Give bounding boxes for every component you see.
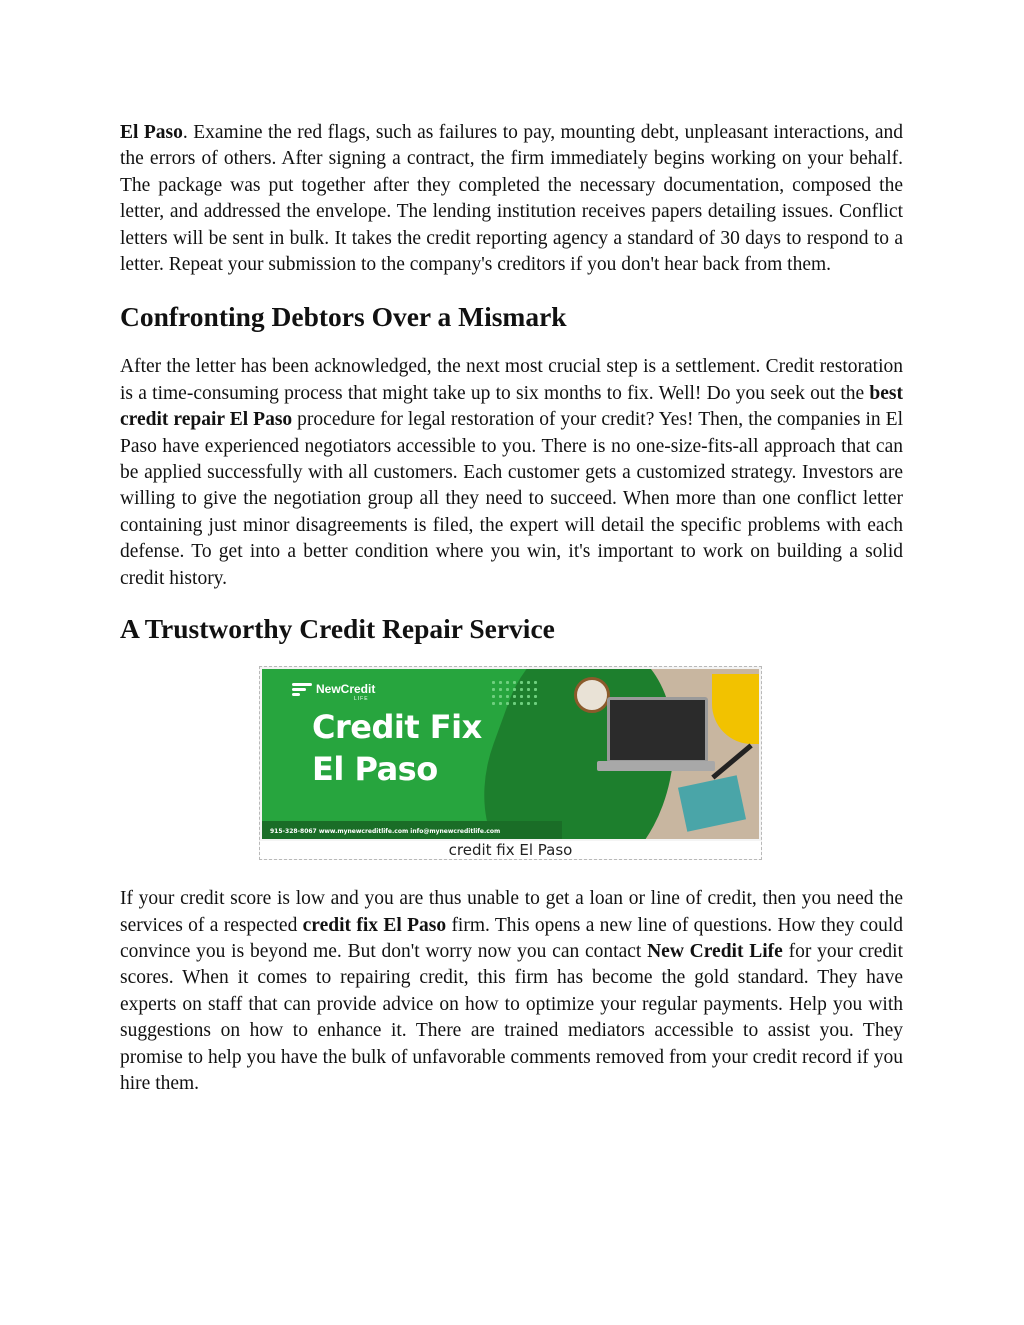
link-best-credit-repair[interactable]: best credit repair El Paso xyxy=(120,382,903,431)
laptop-icon xyxy=(607,697,708,763)
image-figure xyxy=(259,666,762,860)
paragraph-3 xyxy=(120,886,903,1097)
link-credit-fix-el-paso[interactable]: credit fix El Paso xyxy=(302,914,447,936)
paragraph-2-text-after: procedure for legal restoration of your credit? Yes! Then, the companies in El Paso have experienced negotiators accessible to you. There is no one-size-fits-all approach that can be applied successfully with all customers. Each customer gets a customized strategy. Investors are willing to give the negotiation group all they need to succeed. When more than one conflict letter containing just minor disagreements is filed, the expert will detail the specific problems with each defense. To get into a better condition where you win, it's important to work on building a solid credit history. xyxy=(120,409,903,589)
document-page xyxy=(120,120,903,1097)
logo-mark-icon xyxy=(292,682,312,696)
paragraph-2-text-before: After the letter has been acknowledged, the next most crucial step is a settlement. Credit restoration is a time-consuming process that might take up to six months to fix. Well! Do you seek out the xyxy=(120,356,903,404)
banner-title-line-1: Credit Fix xyxy=(312,708,482,747)
paragraph-2 xyxy=(120,354,903,592)
paragraph-3-text-middle: firm. This opens a new line of questions. How they could convince you is beyond me. But don't worry now you can contact xyxy=(120,914,903,962)
link-new-credit-life[interactable]: New Credit Life xyxy=(647,940,783,962)
laptop-base xyxy=(597,761,715,771)
image-caption: credit fix El Paso xyxy=(260,841,761,859)
paragraph-3-text-after: for your credit scores. When it comes to repairing credit, this firm has become the gold standard. They have experts on staff that can provide advice on how to optimize your regular payments. Help you with suggestions on how to enhance it. There are trained mediators accessible to assist you. They promise to help you have the bulk of unfavorable comments removed from your credit record if you hire them. xyxy=(120,940,903,1094)
coffee-cup-icon xyxy=(574,677,610,713)
section-heading-confronting-debtors: Confronting Debtors Over a Mismark xyxy=(120,301,567,333)
dot-pattern xyxy=(490,679,540,709)
banner-contact-line: 915-328-8067 www.mynewcreditlife.com info@mynewcreditlife.com xyxy=(270,828,501,836)
paragraph-1 xyxy=(120,120,903,278)
logo-brand-subtext: LIFE xyxy=(354,696,369,703)
newcredit-logo xyxy=(292,682,376,703)
logo-brand-text: NewCredit xyxy=(316,682,376,697)
bold-el-paso: El Paso xyxy=(120,122,183,143)
paragraph-1-text: . Examine the red flags, such as failures to pay, mounting debt, unpleasant interactions, and the errors of others. After signing a contract, the firm immediately begins working on your behalf. The package was put together after they completed the necessary documentation, composed the letter, and addressed the envelope. The lending institution receives papers detailing issues. Conflict letters will be sent in bulk. It takes the credit reporting agency a standard of 30 days to respond to a letter. Repeat your submission to the company's creditors if you don't hear back from them. xyxy=(120,122,903,276)
credit-fix-banner-image[interactable] xyxy=(262,669,759,839)
paragraph-3-text-before: If your credit score is low and you are thus unable to get a loan or line of credit, then you need the services of a respected xyxy=(120,888,903,936)
section-heading-trustworthy-service: A Trustworthy Credit Repair Service xyxy=(120,613,555,645)
banner-title-line-2: El Paso xyxy=(312,750,438,789)
